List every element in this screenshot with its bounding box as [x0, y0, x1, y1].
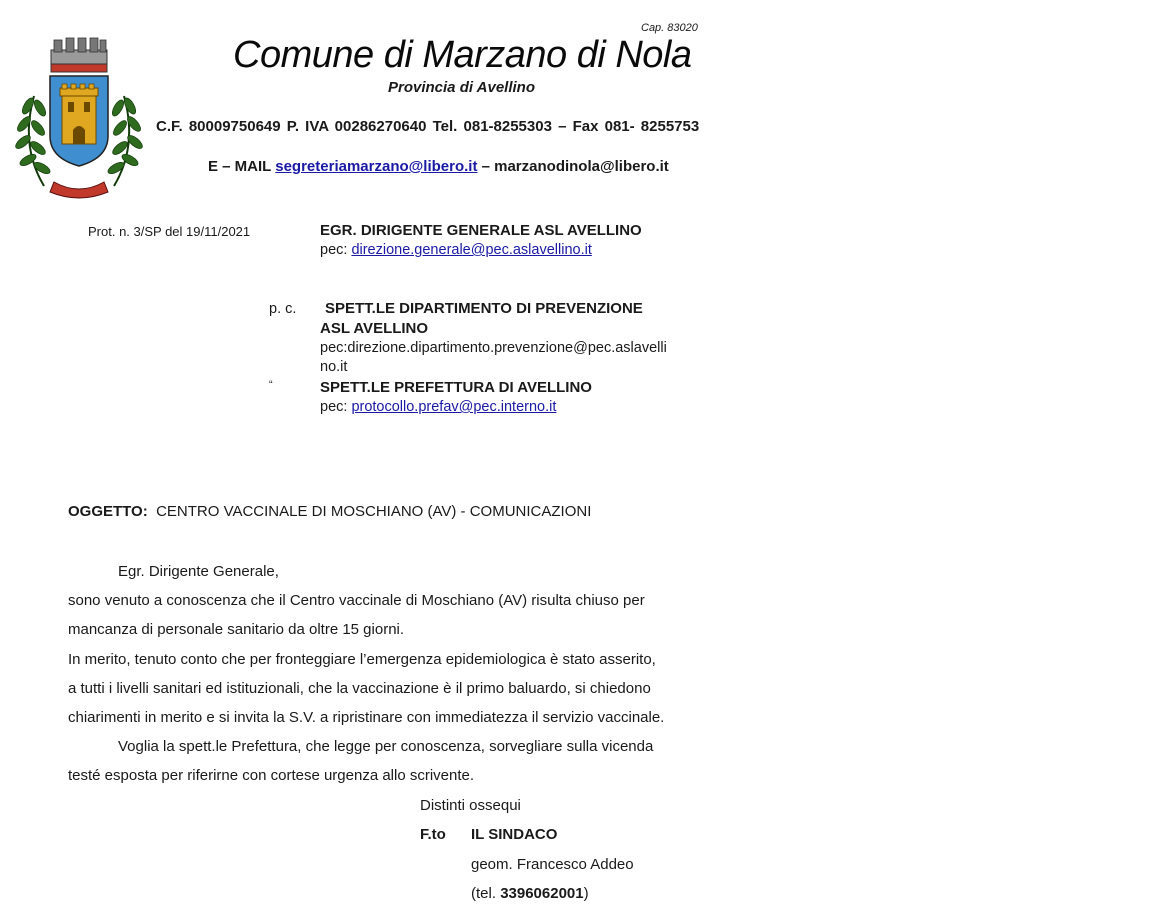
body-line: testé esposta per riferirne con cortese urgenza allo scrivente.	[68, 767, 475, 784]
page-title: Comune di Marzano di Nola	[233, 34, 692, 76]
subject-line	[68, 503, 591, 520]
cc1-title-b: ASL AVELLINO	[320, 320, 429, 337]
phone-prefix: (tel.	[471, 885, 501, 902]
fiscal-contact-line: C.F. 80009750649 P. IVA 00286270640 Tel. 081-8255303 – Fax 081- 8255753	[156, 118, 700, 135]
pec-prefix: pec:	[320, 242, 352, 258]
province-subtitle: Provincia di Avellino	[388, 79, 535, 96]
coat-of-arms-logo	[14, 36, 144, 204]
main-pec-link[interactable]: direzione.generale@pec.aslavellino.it	[351, 242, 592, 258]
cc1-title-a: SPETT.LE DIPARTIMENTO DI PREVENZIONE	[325, 300, 643, 317]
body-line: In merito, tenuto conto che per fronteggiare l’emergenza epidemiologica è stato asserito,	[68, 651, 656, 668]
recipient-main-pec	[320, 242, 592, 258]
protocol-number: Prot. n. 3/SP del 19/11/2021	[88, 224, 251, 239]
email-suffix: – marzanodinola@libero.it	[477, 158, 669, 175]
signature-name: geom. Francesco Addeo	[471, 856, 634, 873]
subject-text: CENTRO VACCINALE DI MOSCHIANO (AV) - COMUNICAZIONI	[156, 503, 592, 520]
body-line: sono venuto a conoscenza che il Centro vaccinale di Moschiano (AV) risulta chiuso per	[68, 592, 645, 609]
body-line: Egr. Dirigente Generale,	[118, 563, 279, 580]
email-line	[208, 158, 669, 175]
pec-prefix: pec:	[320, 399, 352, 415]
regards: Distinti ossequi	[420, 797, 521, 814]
cc1-pec-a: pec:direzione.dipartimento.prevenzione@pec.aslavelli	[320, 340, 667, 356]
body-line: Voglia la spett.le Prefettura, che legge per conoscenza, sorvegliare sulla vicenda	[118, 738, 654, 755]
postal-code: Cap. 83020	[641, 22, 698, 34]
body-line: chiarimenti in merito e si invita la S.V. a ripristinare con immediatezza il servizio vaccinale.	[68, 709, 665, 726]
cc1-pec-b: no.it	[320, 359, 348, 375]
subject-label: OGGETTO:	[68, 503, 148, 520]
body-line: mancanza di personale sanitario da oltre 15 giorni.	[68, 621, 405, 638]
cc2-pec	[320, 399, 556, 415]
ditto-mark: “	[269, 379, 273, 391]
cc-label: p. c.	[269, 301, 297, 317]
signature-fto: F.to	[420, 826, 446, 843]
cc2-pec-link[interactable]: protocollo.prefav@pec.interno.it	[351, 399, 557, 415]
signature-role: IL SINDACO	[471, 826, 558, 843]
email-link[interactable]: segreteriamarzano@libero.it	[275, 158, 478, 175]
cc2-title: SPETT.LE PREFETTURA DI AVELLINO	[320, 379, 592, 396]
crown-icon	[51, 38, 107, 72]
email-prefix: E – MAIL	[208, 158, 276, 175]
phone-number: 3396062001	[500, 885, 584, 902]
signature-phone	[471, 885, 589, 902]
phone-suffix: )	[583, 885, 589, 902]
tower-icon	[60, 84, 98, 144]
recipient-main-title: EGR. DIRIGENTE GENERALE ASL AVELLINO	[320, 222, 642, 239]
body-line: a tutti i livelli sanitari ed istituzionali, che la vaccinazione è il primo baluardo, si chiedono	[68, 680, 651, 697]
